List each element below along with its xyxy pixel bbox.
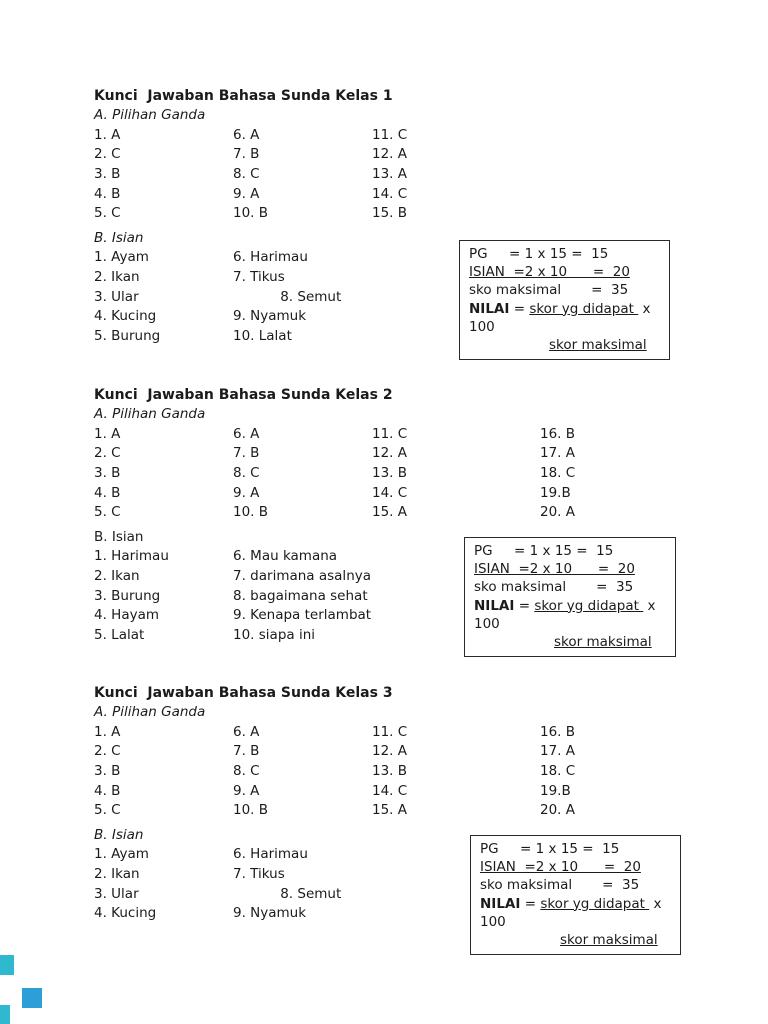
watermark-mark-blue <box>22 988 42 1008</box>
answer-cell: 3. Ular <box>94 885 139 902</box>
pg-column-2 <box>233 126 372 224</box>
answer-cell: 2. Ikan <box>94 269 140 286</box>
answer-cell: 14. C <box>372 484 408 501</box>
answer-cell: 11. C <box>372 126 408 143</box>
score-pg-line: PG = 1 x 15 = 15 <box>474 543 614 559</box>
answer-cell: 7. B <box>233 146 260 163</box>
answer-cell: 1. A <box>94 723 121 740</box>
score-box-kelas-2 <box>464 537 676 657</box>
section-title: Kunci Jawaban Bahasa Sunda Kelas 1 <box>94 88 393 104</box>
answer-cell: 5. Burung <box>94 327 161 344</box>
pilihan-ganda-answers <box>94 723 575 821</box>
answer-cell: 5. C <box>94 802 121 819</box>
pg-column-3 <box>372 425 540 523</box>
answer-cell: 8. C <box>233 762 260 779</box>
part-a-label: A. Pilihan Ganda <box>94 704 206 720</box>
isian-column-2 <box>233 547 371 645</box>
answer-cell: 6. Harimau <box>233 846 308 863</box>
answer-cell: 18. C <box>540 464 576 481</box>
answer-cell: 1. A <box>94 425 121 442</box>
nilai-denominator: skor maksimal <box>554 633 652 650</box>
answer-cell: 9. Kenapa terlambat <box>233 607 372 624</box>
nilai-denominator-line <box>480 931 674 949</box>
answer-cell: 6. Harimau <box>233 249 308 266</box>
nilai-denominator: skor maksimal <box>560 931 658 948</box>
answer-cell: 10. B <box>233 205 269 222</box>
answer-cell: 5. Lalat <box>94 626 145 643</box>
score-isian-line: ISIAN =2 x 10 = 20 <box>469 264 630 281</box>
answer-cell: 5. C <box>94 504 121 521</box>
answer-cell: 3. B <box>94 464 121 481</box>
nilai-equals: = <box>520 895 541 912</box>
nilai-numerator: skor yg didapat <box>529 300 639 317</box>
answer-cell: 13. B <box>372 464 408 481</box>
nilai-numerator: skor yg didapat <box>534 597 644 614</box>
answer-cell: 9. A <box>233 782 260 799</box>
score-max-line: sko maksimal = 35 <box>469 282 629 299</box>
pg-column-2 <box>233 425 372 523</box>
pilihan-ganda-answers <box>94 126 540 224</box>
score-nilai-line <box>474 597 669 615</box>
score-max-line: sko maksimal = 35 <box>480 877 640 894</box>
answer-cell: 19.B <box>540 484 571 501</box>
answer-cell: 16. B <box>540 425 576 442</box>
pg-column-1 <box>94 723 233 821</box>
score-box-kelas-1 <box>459 240 670 360</box>
answer-cell: 2. C <box>94 146 121 163</box>
pilihan-ganda-answers <box>94 425 575 523</box>
answer-cell: 7. B <box>233 743 260 760</box>
isian-column-1 <box>94 547 233 645</box>
nilai-equals: = <box>509 300 530 317</box>
answer-cell: 8. Semut <box>233 885 342 902</box>
nilai-denominator: skor maksimal <box>549 336 647 353</box>
answer-cell: 15. B <box>372 205 408 222</box>
answer-cell: 6. A <box>233 723 260 740</box>
pg-column-4 <box>540 723 575 821</box>
pg-column-2 <box>233 723 372 821</box>
nilai-denominator-line <box>469 336 663 354</box>
answer-cell: 16. B <box>540 723 576 740</box>
answer-cell: 6. A <box>233 126 260 143</box>
score-pg-line: PG = 1 x 15 = 15 <box>480 841 620 857</box>
pg-column-1 <box>94 425 233 523</box>
part-b-label: B. Isian <box>94 229 144 246</box>
part-b-label: B. Isian <box>94 826 144 843</box>
answer-cell: 14. C <box>372 185 408 202</box>
answer-cell: 19.B <box>540 782 571 799</box>
answer-cell: 1. Harimau <box>94 548 169 565</box>
section-title: Kunci Jawaban Bahasa Sunda Kelas 2 <box>94 387 393 403</box>
answer-cell: 12. A <box>372 743 407 760</box>
answer-cell: 11. C <box>372 723 408 740</box>
pg-column-3 <box>372 723 540 821</box>
answer-cell: 12. A <box>372 146 407 163</box>
answer-cell: 4. B <box>94 185 121 202</box>
pg-column-1 <box>94 126 233 224</box>
isian-column-2 <box>233 248 341 346</box>
answer-cell: 7. Tikus <box>233 866 285 883</box>
score-max-line: sko maksimal = 35 <box>474 579 634 596</box>
answer-cell: 8. C <box>233 165 260 182</box>
answer-cell: 20. A <box>540 504 575 521</box>
answer-cell: 11. C <box>372 425 408 442</box>
score-box-kelas-3 <box>470 835 681 955</box>
answer-cell: 15. A <box>372 504 407 521</box>
answer-cell: 7. darimana asalnya <box>233 568 372 585</box>
answer-cell: 18. C <box>540 762 576 779</box>
isian-column-1 <box>94 248 233 346</box>
isian-column-1 <box>94 845 233 924</box>
answer-cell: 4. B <box>94 782 121 799</box>
nilai-equals: = <box>514 597 535 614</box>
pg-column-3 <box>372 126 540 224</box>
score-pg-line: PG = 1 x 15 = 15 <box>469 246 609 262</box>
answer-cell: 17. A <box>540 743 575 760</box>
answer-cell: 1. A <box>94 126 121 143</box>
nilai-times: x <box>649 895 662 912</box>
nilai-hundred: 100 <box>469 318 495 335</box>
answer-cell: 1. Ayam <box>94 846 149 863</box>
answer-cell: 10. Lalat <box>233 327 292 344</box>
answer-cell: 6. A <box>233 425 260 442</box>
answer-cell: 5. C <box>94 205 121 222</box>
score-nilai-line <box>480 895 674 913</box>
answer-cell: 14. C <box>372 782 408 799</box>
nilai-numerator: skor yg didapat <box>540 895 650 912</box>
answer-cell: 4. B <box>94 484 121 501</box>
answer-cell: 4. Kucing <box>94 905 157 922</box>
answer-cell: 2. C <box>94 445 121 462</box>
answer-cell: 13. A <box>372 165 407 182</box>
answer-cell: 3. B <box>94 762 121 779</box>
answer-cell: 9. A <box>233 484 260 501</box>
score-isian-line: ISIAN =2 x 10 = 20 <box>474 561 635 578</box>
answer-cell: 7. B <box>233 445 260 462</box>
score-isian-line: ISIAN =2 x 10 = 20 <box>480 859 641 876</box>
answer-cell: 4. Kucing <box>94 308 157 325</box>
answer-cell: 9. Nyamuk <box>233 308 307 325</box>
answer-cell: 20. A <box>540 802 575 819</box>
nilai-hundred: 100 <box>480 913 506 930</box>
nilai-label: NILAI <box>469 300 510 317</box>
score-nilai-line <box>469 300 663 318</box>
answer-cell: 2. C <box>94 743 121 760</box>
answer-cell: 7. Tikus <box>233 269 285 286</box>
answer-cell: 13. B <box>372 762 408 779</box>
answer-cell: 8. C <box>233 464 260 481</box>
answer-cell: 8. bagaimana sehat <box>233 587 368 604</box>
part-b-label: B. Isian <box>94 528 144 545</box>
answer-cell: 10. siapa ini <box>233 626 316 643</box>
answer-cell: 8. Semut <box>233 288 342 305</box>
nilai-hundred: 100 <box>474 615 500 632</box>
answer-cell: 3. Burung <box>94 587 161 604</box>
answer-cell: 2. Ikan <box>94 866 140 883</box>
answer-cell: 6. Mau kamana <box>233 548 338 565</box>
answer-cell: 9. Nyamuk <box>233 905 307 922</box>
nilai-times: x <box>643 597 656 614</box>
answer-cell: 2. Ikan <box>94 568 140 585</box>
section-title: Kunci Jawaban Bahasa Sunda Kelas 3 <box>94 685 393 701</box>
watermark-mark-teal-1 <box>0 955 14 975</box>
nilai-label: NILAI <box>474 597 515 614</box>
nilai-denominator-line <box>474 633 669 651</box>
answer-cell: 3. B <box>94 165 121 182</box>
answer-cell: 3. Ular <box>94 288 139 305</box>
watermark-mark-teal-2 <box>0 1005 10 1024</box>
answer-cell: 4. Hayam <box>94 607 160 624</box>
pg-column-4 <box>540 425 575 523</box>
part-a-label: A. Pilihan Ganda <box>94 406 206 422</box>
part-a-label: A. Pilihan Ganda <box>94 107 206 123</box>
answer-cell: 10. B <box>233 802 269 819</box>
answer-cell: 1. Ayam <box>94 249 149 266</box>
answer-cell: 9. A <box>233 185 260 202</box>
nilai-times: x <box>638 300 651 317</box>
nilai-label: NILAI <box>480 895 521 912</box>
answer-cell: 12. A <box>372 445 407 462</box>
answer-cell: 17. A <box>540 445 575 462</box>
answer-cell: 10. B <box>233 504 269 521</box>
answer-cell: 15. A <box>372 802 407 819</box>
isian-column-2 <box>233 845 341 924</box>
